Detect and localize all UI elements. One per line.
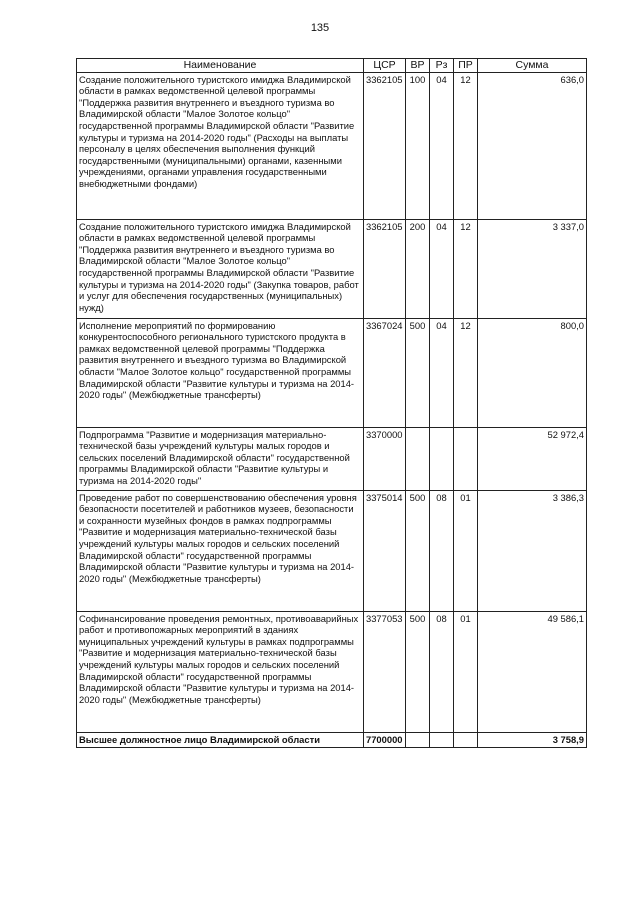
row-sum: 3 337,0 <box>478 219 587 318</box>
table-header-row <box>77 59 587 73</box>
row-sum: 49 586,1 <box>478 611 587 732</box>
row-name: Исполнение мероприятий по формированию конкурентоспособного регионального туристского продукта в рамках ведомственной целевой программы "Поддержка развития внутреннего и въездного туризма во Владимирской области "Малое Золотое кольцо" государственной программы Владимирской области "Развитие культуры и туризма на 2014-2020 годы" (Межбюджетные трансферты) <box>77 318 364 427</box>
row-sum: 3 758,9 <box>478 732 587 747</box>
table-row <box>77 219 587 318</box>
row-name: Подпрограмма "Развитие и модернизация материально-технической базы учреждений культуры малых городов и сельских поселений Владимирской области" государственной программы Владимирской области "Развитие культуры и туризма на 2014-2020 годы" <box>77 427 364 490</box>
header-rz: Рз <box>430 59 454 73</box>
row-vr <box>406 427 430 490</box>
row-sum: 800,0 <box>478 318 587 427</box>
row-sum: 636,0 <box>478 72 587 219</box>
row-rz: 04 <box>430 72 454 219</box>
row-csr: 3362105 <box>364 72 406 219</box>
row-vr: 500 <box>406 490 430 611</box>
row-vr <box>406 732 430 747</box>
row-name: Проведение работ по совершенствованию обеспечения уровня безопасности посетителей и работников музеев, безопасности и сохранности музейных фондов в рамках подпрограммы "Развитие и модернизация материально-технической базы учреждений культуры малых городов и сельских поселений Владимирской области" государственной программы Владимирской области "Развитие культуры и туризма на 2014-2020 годы" (Межбюджетные трансферты) <box>77 490 364 611</box>
table-row <box>77 318 587 427</box>
row-pr: 12 <box>454 72 478 219</box>
row-rz: 04 <box>430 318 454 427</box>
header-pr: ПР <box>454 59 478 73</box>
row-csr: 7700000 <box>364 732 406 747</box>
row-sum: 3 386,3 <box>478 490 587 611</box>
row-csr: 3362105 <box>364 219 406 318</box>
row-pr: 12 <box>454 318 478 427</box>
row-rz <box>430 427 454 490</box>
row-pr: 01 <box>454 490 478 611</box>
row-name: Создание положительного туристского имиджа Владимирской области в рамках ведомственной целевой программы "Поддержка развития внутреннего и въездного туризма во Владимирской области "Малое Золотое кольцо" государственной программы Владимирской области "Развитие культуры и туризма на 2014-2020 годы" (Закупка товаров, работ и услуг для обеспечения государственных (муниципальных) нужд) <box>77 219 364 318</box>
row-vr: 100 <box>406 72 430 219</box>
page-number: 135 <box>310 22 330 34</box>
row-pr <box>454 732 478 747</box>
row-rz: 08 <box>430 490 454 611</box>
row-csr: 3370000 <box>364 427 406 490</box>
row-vr: 500 <box>406 318 430 427</box>
table-row <box>77 732 587 747</box>
row-vr: 500 <box>406 611 430 732</box>
row-pr <box>454 427 478 490</box>
header-name: Наименование <box>77 59 364 73</box>
table-row <box>77 611 587 732</box>
table-row <box>77 72 587 219</box>
row-pr: 01 <box>454 611 478 732</box>
header-csr: ЦСР <box>364 59 406 73</box>
budget-table <box>76 58 587 748</box>
row-rz: 04 <box>430 219 454 318</box>
row-csr: 3367024 <box>364 318 406 427</box>
row-sum: 52 972,4 <box>478 427 587 490</box>
table-row <box>77 427 587 490</box>
row-name: Создание положительного туристского имиджа Владимирской области в рамках ведомственной целевой программы "Поддержка развития внутреннего и въездного туризма во Владимирской области "Малое Золотое кольцо" государственной программы Владимирской области "Развитие культуры и туризма на 2014-2020 годы" (Расходы на выплаты персоналу в целях обеспечения выполнения функций государственными (муниципальными) органами, казенными учреждениями, органами управления государственными внебюджетными фондами) <box>77 72 364 219</box>
row-name: Высшее должностное лицо Владимирской области <box>77 732 364 747</box>
row-pr: 12 <box>454 219 478 318</box>
row-vr: 200 <box>406 219 430 318</box>
row-rz: 08 <box>430 611 454 732</box>
row-csr: 3377053 <box>364 611 406 732</box>
row-name: Софинансирование проведения ремонтных, противоаварийных работ и противопожарных мероприятий в зданиях муниципальных учреждений культуры в рамках подпрограммы "Развитие и модернизация материально-технической базы учреждений культуры малых городов и сельских поселений Владимирской области" государственной программы Владимирской области "Развитие культуры и туризма на 2014-2020 годы" (Межбюджетные трансферты) <box>77 611 364 732</box>
row-csr: 3375014 <box>364 490 406 611</box>
header-sum: Сумма <box>478 59 587 73</box>
row-rz <box>430 732 454 747</box>
table-row <box>77 490 587 611</box>
header-vr: ВР <box>406 59 430 73</box>
